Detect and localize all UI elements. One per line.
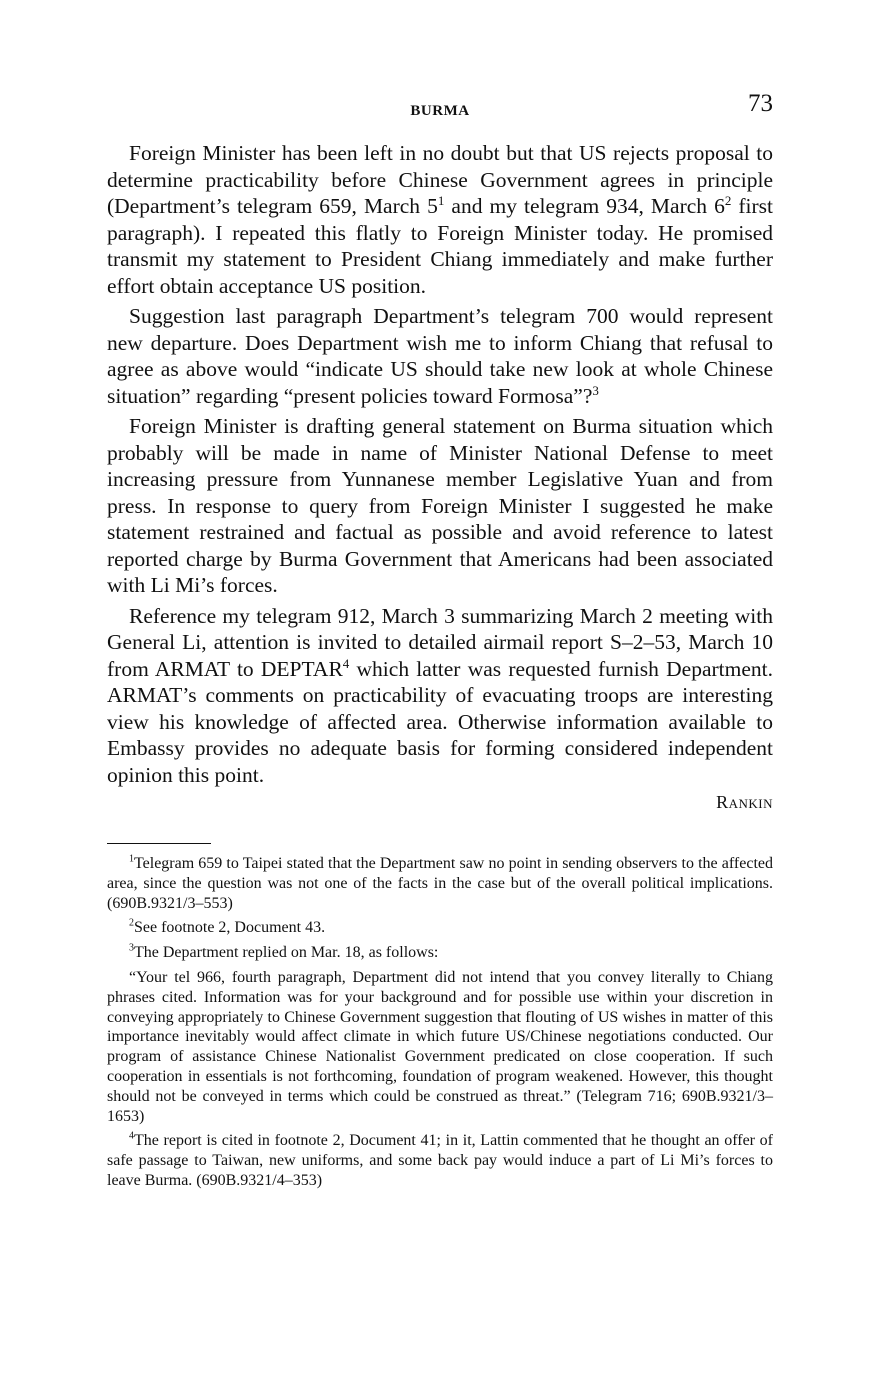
telegram-body	[107, 140, 773, 813]
body-paragraph-4: Reference my telegram 912, March 3 summarizing March 2 meeting with General Li, attention is invited to detailed airmail report S–2–53, March 10 from ARMAT to DEPTAR$^4$ which latter was requested furnish Department. ARMAT’s comments on practicability of evacuating troops are interesting view his knowledge of affected area. Otherwise information available to Embassy provides no adequate basis for forming considered independent opinion this point.	[107, 603, 773, 787]
footnotes	[107, 854, 773, 1191]
footnote-3: $^3$The Department replied on Mar. 18, as follows:	[129, 942, 439, 962]
footnote-ref-1: 1	[437, 192, 445, 208]
footnote-ref-4: 4	[342, 655, 350, 671]
running-head: BURMA	[410, 103, 470, 119]
document-page	[107, 88, 773, 1196]
footnote-4: $^4$The report is cited in footnote 2, Document 41; in it, Lattin commented that he thought an offer of safe passage to Taiwan, new uniforms, and some back pay would induce a part of Li Mi’s forces to leave Burma. (690B.9321/4–353)	[107, 1131, 773, 1189]
body-paragraph-1: Foreign Minister has been left in no doubt but that US rejects proposal to determine practicability before Chinese Government agrees in principle (Department’s telegram 659, March $5^1$ and my telegram 934, March $6^2$ first paragraph). I repeated this flatly to Foreign Minister today. He promised transmit my statement to President Chiang immediately and make further effort obtain acceptance US position.	[107, 141, 774, 298]
signature: Rankin	[716, 792, 773, 812]
footnote-1: $^1$Telegram 659 to Taipei stated that the Department saw no point in sending observers to the affected area, since the question was not one of the facts in the case but of the overall political implications. (690B.9321/3–553)	[107, 853, 773, 912]
body-paragraph-2: Suggestion last paragraph Department’s telegram 700 would represent new departure. Does Department wish me to inform Chiang that refusal to agree as above would “indicate US should take new look at whole Chinese situation” regarding “present policies toward Formosa”?$^3$	[107, 304, 773, 408]
footnote-divider	[107, 843, 211, 844]
footnote-ref-2: 2	[724, 192, 732, 208]
footnote-3-quote: “Your tel 966, fourth paragraph, Department did not intend that you convey literally to Chiang phrases cited. Information was for your background and for possible use within your discretion in conveying appropriately to Chinese Government suggestion that flouting of US wishes in matter of this importance inevitably would affect climate in which future US/Chinese negotiations conducted. Our program of assistance Chinese Nationalist Government predicated on close cooperation. If such cooperation in essentials is not forthcoming, foundation of program weakened. However, this thought should not be conveyed in terms which could be construed as threat.” (Telegram 716; 690B.9321/3–1653)	[107, 968, 773, 1125]
footnote-ref-3: 3	[592, 382, 599, 398]
body-paragraph-3: Foreign Minister is drafting general statement on Burma situation which probably will be made in name of Minister National Defense to meet increasing pressure from Yunnanese member Legislative Yuan and from press. In response to query from Foreign Minister I suggested he make statement restrained and factual as possible and avoid reference to latest reported charge by Burma Government that Americans had been associated with Li Mi’s forces.	[107, 414, 773, 597]
page-number: 73	[748, 90, 773, 117]
footnote-2: $^2$See footnote 2, Document 43.	[129, 918, 326, 937]
page-header	[107, 88, 773, 124]
